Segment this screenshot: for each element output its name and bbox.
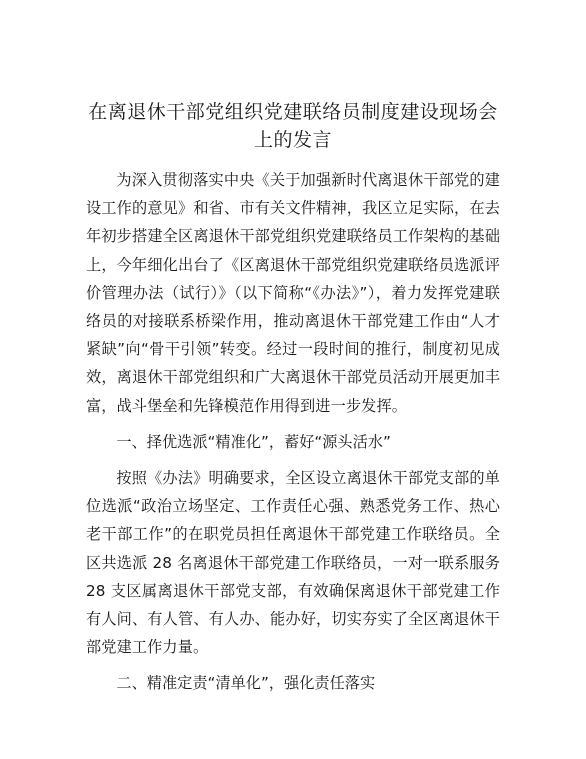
section-1-body: 按照《办法》明确要求，全区设立离退休干部党支部的单位选派“政治立场坚定、工作责任心强、熟悉党务工作、热心老干部工作”的在职党员担任离退休干部党建工作联络员。全区共选派 28 名离退休干部党建工作联络员，一对一联系服务 28 支区属离退休干部党支部，有效确保离退休干部党建工作有人问、有人管、有人办、能办好，切实夯实了全区离退休干部党建工作力量。 [86,469,500,657]
intro-paragraph: 为深入贯彻落实中央《关于加强新时代离退休干部党的建设工作的意见》和省、市有关文件精神，我区立足实际，在去年初步搭建全区离退休干部党组织党建联络员工作架构的基础上，今年细化出台了《区离退休干部党组织党建联络员选派评价管理办法（试行）》（以下简称“《办法》”），着力发挥党建联络员的对接联系桥梁作用，推动离退休干部党建工作由“人才紧缺”向“骨干引领”转变。经过一段时间的推行，制度初见成效，离退休干部党组织和广大离退休干部党员活动开展更加丰富，战斗堡垒和先锋模范作用得到进一步发挥。 [86,171,500,415]
section-2-heading: 二、精准定责“清单化”，强化责任落实 [116,674,376,693]
section-1-heading: 一、择优选派“精准化”，蓄好“源头活水” [116,432,391,451]
document-title: 在离退休干部党组织党建联络员制度建设现场会上的发言 [88,101,498,151]
document-page [86,98,500,706]
